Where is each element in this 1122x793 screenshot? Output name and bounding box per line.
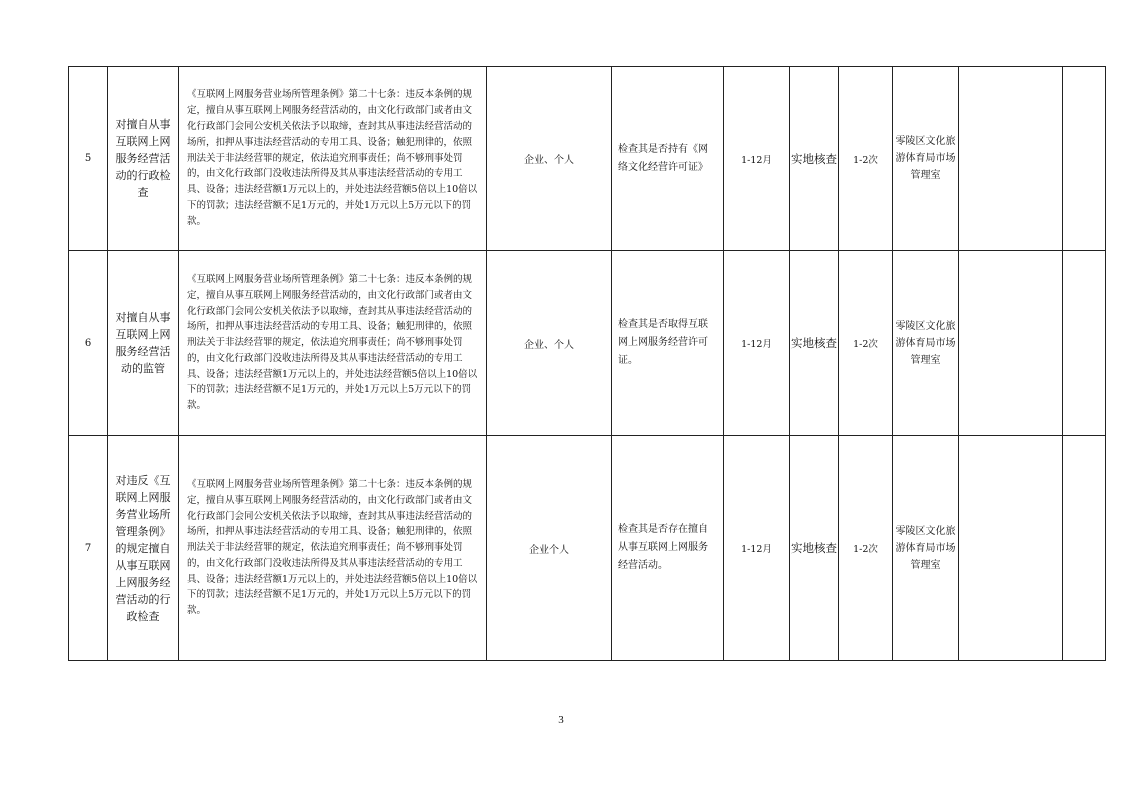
legal-basis xyxy=(179,251,487,436)
responsible-department-text: 零陵区文化旅游体育局市场管理室 xyxy=(895,136,956,181)
row-number: 7 xyxy=(69,436,108,661)
inspection-frequency: 1-2次 xyxy=(839,67,893,251)
responsible-department xyxy=(893,67,959,251)
inspection-object: 企业、个人 xyxy=(487,67,612,251)
empty-cell xyxy=(959,436,1063,661)
legal-basis xyxy=(179,67,487,251)
table-row xyxy=(69,436,1106,661)
inspection-method xyxy=(790,67,839,251)
inspection-frequency: 1-2次 xyxy=(839,436,893,661)
inspection-content xyxy=(612,67,724,251)
inspection-content-text: 检查其是否取得互联网上网服务经营许可证。 xyxy=(618,319,708,366)
legal-basis-text: 《互联网上网服务营业场所管理条例》第二十七条：违反本条例的规定，擅自从事互联网上网服务经营活动的，由文化行政部门或者由文化行政部门会同公安机关依法予以取缔，查封其从事违法经营活动的场所，扣押从事违法经营活动的专用工具、设备；触犯刑律的，依照刑法关于非法经营罪的规定，依法追究刑事责任；尚不够刑事处罚的，由文化行政部门没收违法所得及其从事违法经营活动的专用工具、设备；违法经营额1万元以上的，并处违法经营额5倍以上10倍以下的罚款；违法经营额不足1万元的，并处1万元以上5万元以下的罚款。 xyxy=(187,273,478,412)
inspection-table xyxy=(68,66,1106,661)
inspection-table-container xyxy=(68,66,1106,661)
inspection-item xyxy=(108,251,179,436)
inspection-content xyxy=(612,436,724,661)
inspection-item xyxy=(108,67,179,251)
responsible-department xyxy=(893,436,959,661)
inspection-time: 1-12月 xyxy=(724,436,790,661)
legal-basis-text: 《互联网上网服务营业场所管理条例》第二十七条：违反本条例的规定，擅自从事互联网上网服务经营活动的，由文化行政部门或者由文化行政部门会同公安机关依法予以取缔，查封其从事违法经营活动的场所，扣押从事违法经营活动的专用工具、设备；触犯刑律的，依照刑法关于非法经营罪的规定，依法追究刑事责任；尚不够刑事处罚的，由文化行政部门没收违法所得及其从事违法经营活动的专用工具、设备；违法经营额1万元以上的，并处违法经营额5倍以上10倍以下的罚款；违法经营额不足1万元的，并处1万元以上5万元以下的罚款。 xyxy=(187,478,478,617)
legal-basis-text: 《互联网上网服务营业场所管理条例》第二十七条：违反本条例的规定，擅自从事互联网上网服务经营活动的，由文化行政部门或者由文化行政部门会同公安机关依法予以取缔，查封其从事违法经营活动的场所，扣押从事违法经营活动的专用工具、设备；触犯刑律的，依照刑法关于非法经营罪的规定，依法追究刑事责任；尚不够刑事处罚的，由文化行政部门没收违法所得及其从事违法经营活动的专用工具、设备；违法经营额1万元以上的，并处违法经营额5倍以上10倍以下的罚款；违法经营额不足1万元的，并处1万元以上5万元以下的罚款。 xyxy=(187,89,478,227)
inspection-method xyxy=(790,436,839,661)
responsible-department-text: 零陵区文化旅游体育局市场管理室 xyxy=(895,525,956,571)
inspection-item-text: 对擅自从事互联网上网服务经营活动的监管 xyxy=(115,311,171,375)
inspection-object: 企业、个人 xyxy=(487,251,612,436)
inspection-object: 企业个人 xyxy=(487,436,612,661)
inspection-content-text: 检查其是否存在擅自从事互联网上网服务经营活动。 xyxy=(618,524,708,571)
table-row xyxy=(69,67,1106,251)
responsible-department xyxy=(893,251,959,436)
inspection-frequency: 1-2次 xyxy=(839,251,893,436)
inspection-method-text: 实地核查 xyxy=(791,336,837,350)
inspection-method-text: 实地核查 xyxy=(791,541,837,555)
empty-cell xyxy=(959,251,1063,436)
inspection-time: 1-12月 xyxy=(724,251,790,436)
responsible-department-text: 零陵区文化旅游体育局市场管理室 xyxy=(895,320,956,366)
row-number: 5 xyxy=(69,67,108,251)
empty-cell xyxy=(1063,436,1106,661)
inspection-content xyxy=(612,251,724,436)
legal-basis xyxy=(179,436,487,661)
inspection-method xyxy=(790,251,839,436)
empty-cell xyxy=(1063,251,1106,436)
inspection-item-text: 对擅自从事互联网上网服务经营活动的行政检查 xyxy=(115,118,171,199)
empty-cell xyxy=(959,67,1063,251)
inspection-item-text: 对违反《互联网上网服务营业场所管理条例》的规定擅自从事互联网上网服务经营活动的行政检查 xyxy=(115,473,171,623)
inspection-method-text: 实地核查 xyxy=(791,151,837,166)
inspection-item xyxy=(108,436,179,661)
row-number: 6 xyxy=(69,251,108,436)
page-number: 3 xyxy=(558,714,564,726)
inspection-content-text: 检查其是否持有《网络文化经营许可证》 xyxy=(618,143,708,173)
table-row xyxy=(69,251,1106,436)
inspection-time: 1-12月 xyxy=(724,67,790,251)
empty-cell xyxy=(1063,67,1106,251)
